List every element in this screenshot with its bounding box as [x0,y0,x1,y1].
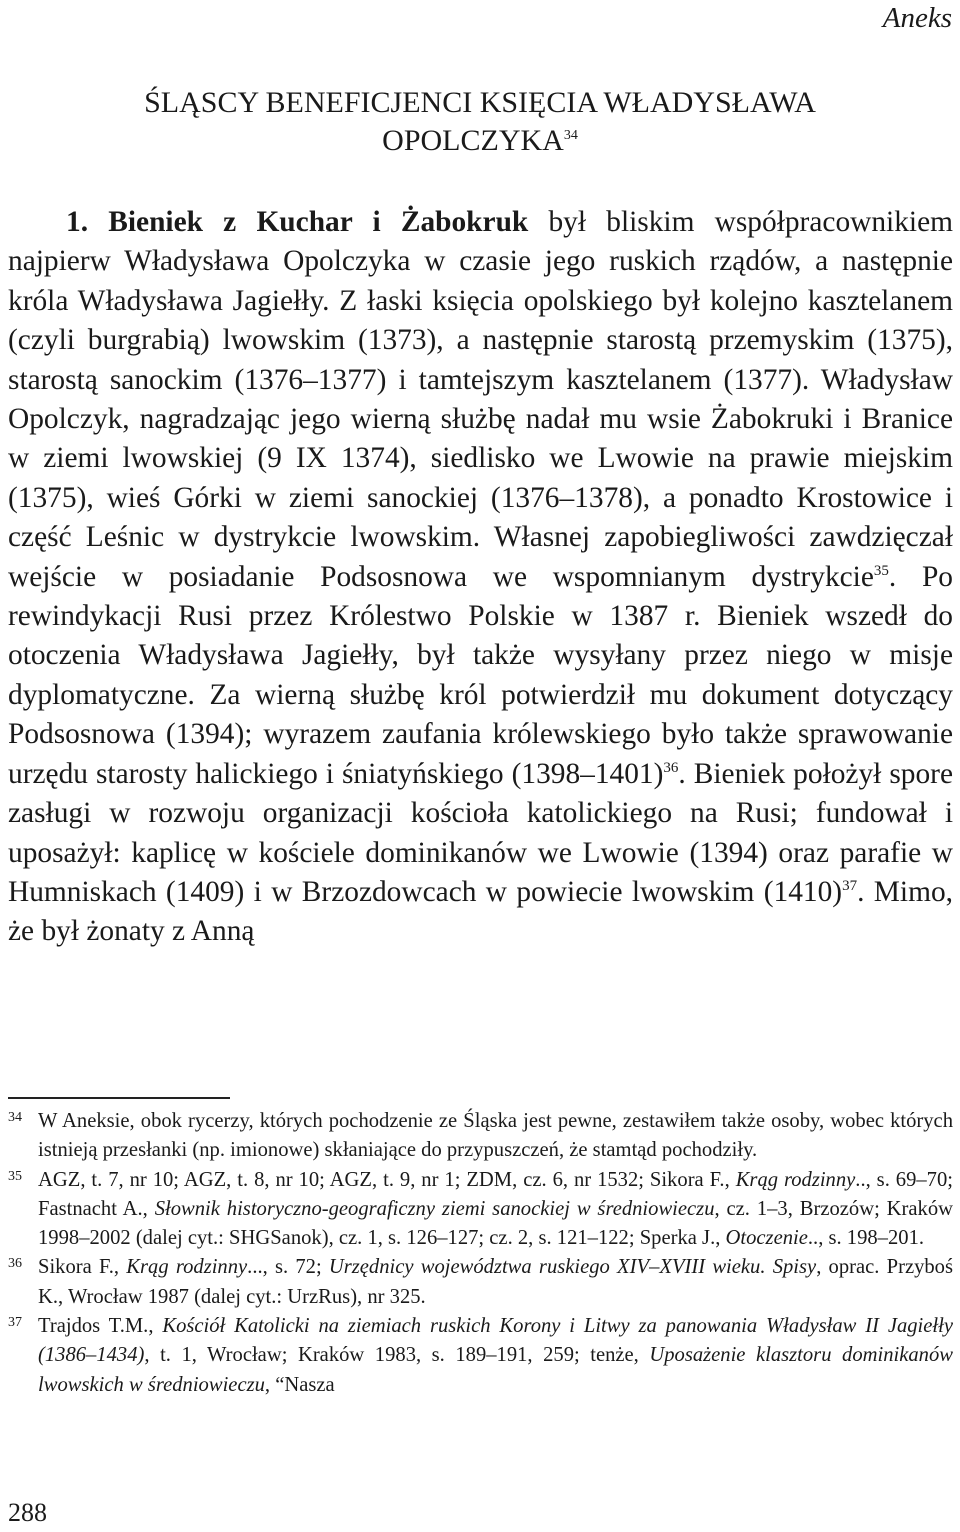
footnote-35: 35 AGZ, t. 7, nr 10; AGZ, t. 8, nr 10; AGZ, t. 9, nr 1; ZDM, cz. 6, nr 1532; Sikora F., Krąg rodzinny.., s. 69–70; Fastnacht A., Słownik historyczno-geograficzny ziemi sanockiej w średniowieczu, cz. 1–3, Brzozów; Kraków 1998–2002 (dalej cyt.: SHGSanok), cz. 1, s. 126–127; cz. 2, s. 121–122; Sperka J., Otoczenie.., s. 198–201. [8,1166,953,1254]
body-paragraph: 1. Bieniek z Kuchar i Żabokruk był bliskim współpracownikiem najpierw Władysława Opolczyka w czasie jego ruskich rządów, a następnie króla Władysława Jagiełły. Z łaski księcia opolskiego był kolejno kasztelanem (czyli burgrabią) lwowskim (1373), a następnie starostą przemyskim (1375), starostą sanockim (1376–1377) i tamtejszym kasztelanem (1377). Władysław Opolczyk, nagradzając jego wierną służbę nadał mu wsie Żabokruki i Branice w ziemi lwowskiej (9 IX 1374), siedlisko we Lwowie na prawie miejskim (1375), wieś Górki w ziemi sanockiej (1376–1378), a ponadto Krostowice i część Leśnic w dystrykcie lwowskim. Własnej zapobiegliwości zawdzięczał wejście w posiadanie Podsosnowa we wspomnianym dystrykcie$^{35}$. Po rewindykacji Rusi przez Królestwo Polskie w 1387 r. Bieniek wszedł do otoczenia Władysława Jagiełły, był także wysyłany przez niego w misje dyplomatyczne. Za wierną służbę król potwierdził mu dokument dotyczący Podsosnowa (1394); wyrazem zaufania królewskiego było także sprawowanie urzędu starosty halickiego i śniatyńskiego (1398–1401)$^{36}$. Bieniek położył spore zasługi w rozwoju organizacji kościoła katolickiego na Rusi; fundował i uposażył: kaplicę w kościele dominikanów we Lwowie (1394) oraz parafie w Humniskach (1409) i w Brzozdowcach w powiecie lwowskim $(1410)^{37}$. Mimo, że był żonaty z Anną [8,206,954,948]
footnote-number: 36 [8,1256,22,1272]
entry-heading: 1. Bieniek z Kuchar i Żabokruk [66,206,529,238]
footnotes [8,1107,953,1400]
footnote-ref-37[interactable]: 37 [842,878,858,895]
footnote-ref-34[interactable]: 34 [563,128,578,143]
running-head: Aneks [882,2,952,34]
footnote-ref-36[interactable]: 36 [663,759,679,776]
title-line-2: OPOLCZYKA$^{34}$ [382,124,578,157]
chapter-title [0,84,960,160]
title-line-1: ŚLĄSCY BENEFICJENCI KSIĘCIA WŁADYSŁAWA [144,86,816,119]
footnote-number: 37 [8,1315,22,1331]
footnote-37: 37 Trajdos T.M., Kościół Katolicki na ziemiach ruskich Korony i Litwy za panowania Władysław II Jagiełły (1386–1434), t. 1, Wrocław; Kraków 1983, s. 189–191, 259; tenże, Uposażenie klasztoru dominikanów lwowskich w średniowieczu, “Nasza [8,1312,953,1400]
footnote-number: 34 [8,1110,22,1125]
page-number: 288 [8,1498,47,1527]
footnote-separator [8,1097,230,1099]
footnote-ref-35[interactable]: 35 [873,562,889,579]
footnote-34: 34 W Aneksie, obok rycerzy, których pochodzenie ze Śląska jest pewne, zestawiłem także osoby, wobec których istnieją przesłanki (np. imionowe) skłaniające do przypuszczeń, że stamtąd pochodziły. [8,1107,953,1166]
footnote-number: 35 [8,1168,22,1184]
footnote-36: 36 Sikora F., Krąg rodzinny..., s. 72; Urzędnicy województwa ruskiego XIV–XVIII wieku. Spisy, oprac. Przyboś K., Wrocław 1987 (dalej cyt.: UrzRus), nr 325. [8,1253,953,1312]
